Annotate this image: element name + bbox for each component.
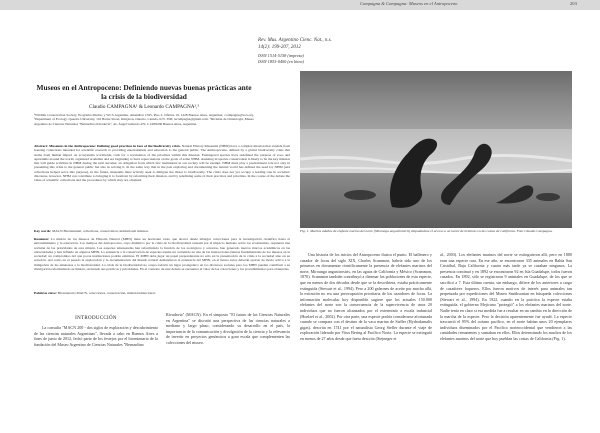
article-title: Museos en el Antropoceno: Definiendo nuevas buenas prácticas ante la crisis de la biodiversidad bbox=[36, 83, 252, 101]
elephant-seals-photo bbox=[300, 71, 572, 228]
body-column-4: al., 2003). Los elefantes marinos del norte se extinguieron allí, pero en 1880 eran una especie rara. En ese año, se encontraron 335 animales en Bahía San Cristóbal, Baja California y cuatro más tarde ya se cazaban ningunos. La presencia continuó y en 1892 se encontraron 92 en Isla Guadalupe, todos fueron cazados. En 1892, sólo se registraron 9 animales en Guadalupe, de los que se sacrificó a 7. Esta última cuenta, sin embargo, difiere de los anteriores a cargo de cazadores foqueros. Ellos fueron motivos de interés para animales tan perpetuada por expediciones del Museo Smithsonian en búsqueda colecciones (Stewart et al., 1994). En 1922, cuando en la práctica la especie estaba extinguida, el gobierno Mejicano "protegió" a los elefantes marinos del norte. Nadie tenía en claro si esa medida fue a resultar en un cambio en la dirección de la marcha de la especie. Pero la decisión aparentemente fue ayudó. La especie trascurrió el 95% del océano pacífico, en el norte habían unos 20 ejemplares individuos diseminados por el Pacífico norteoccidental que vendieron a las cantidades remanentes y sumaban en ellos. Ellos determinado los machos de los elefantes marinos del norte que hoy pueblan las costas de California (Fig. 1). bbox=[440, 252, 572, 341]
journal-issn-online: ISSN 1853-0400 (en línea) bbox=[258, 59, 304, 64]
body-column-3: Una historia de los inicios del Antropoceno ilustra el punto. El ballenero y cazador de focas del siglo XIX, Charles Scammon, habría sido uno de los primeros en documentar científicamente la presencia de elefantes marinos del norte, Mirounga angustirostris, en las aguas de California y México (Scammon, 1870). Scammon también contribuyó a diezmar las poblaciones de esta especie, que en menos de dos décadas desde que se la describiera, estaba prácticamente extinguida (Stewart et al., 1994). Pero a 200 galeones de aceite por mucho allá, la extinción no era una preocupación prioritaria de los cazadores de focas. La información molecular hoy disponible sugiere que los actuales 150.000 elefantes del norte son la consecuencia de la supervivencia de unos 20 individuos que no fueron alcanzados por el exterminio a escala industrial (Hoelzel et al., 2002). Por otra parte, una especie podría considerarse afortunada cuando se compara con el destino de la vaca marina de Steller (Hydrodamalis gigas), descrita en 1741 por el naturalista Georg Steller durante el viaje de exploración liderado por Vitus Bering al Pacífico Norte. La especie se extinguió en menos de 27 años desde que fuera descrita (Stejneger et bbox=[300, 252, 432, 341]
running-title: Campagna & Campagna: Museos en el Antropoceno bbox=[360, 1, 458, 6]
article-affiliation: ¹Wildlife Conservation Society, Programa Marino y WCS Argentina, Amenábar 1595, Piso 2, Oficina 19, 1428 Buenos Aires, Argentina; ccampagna@wcs.org. ²Department of Ecology, Queen's University, 116 Barrie Street, Kingston, Ontario, Canada, K7L 3N6; lecampagna@gmail.com. ³División de Ornitología, Museo Argentino de Ciencias Naturales "Bernardino Rivadavia", Av. Ángel Gallardo 470, C1405DJR Buenos Aires, Argentina. bbox=[34, 113, 254, 126]
keywords-es-text: Bicentenario MACN, colecciones, conservación, misión institucional. bbox=[57, 291, 156, 295]
journal-issn-print: ISSN 1514-5158 (impresa) bbox=[258, 53, 304, 58]
abstract-en bbox=[34, 144, 290, 183]
abstract-en-text: Natural History Museums (NHM) have a complex mission that extends from housing collections intended for scientific research to providing entertainment and education to the general public. The Anthropocene, defined by a global biodiversity crisis that stems from human impact on ecosystems worldwide, calls for a revaluation of the priorities within this mission. Endangered species have redefined the purpose of zoos and aquariums around the world, organized academia and are beginning to have repercussions on the goals of some NHM. Assisting in species conservation is likely to be the key mission that will guide activities in NHM during the next decades; an obligation from which few institutions in our society will be exempt. NHM must play a predominant role not only in presenting this crisis to the general public but also in solving it. In the same way that in the past exploring and documenting the natural world has defined the need for NHM (and collections helped serve this purpose), in the future, museums must actively seek to mitigate the threat to biodiversity. The crisis does not yet occupy a leading role in societies' discourse, however, NHM can contribute to bringing it to forefront by reforming their mission, and by redefining some of their practices and priorities. In the course of the debate the value of scientific collections and the procedures by which they are obtained. bbox=[34, 144, 291, 183]
page-header-band bbox=[0, 0, 600, 10]
body-column-2: Rivadavia" (MACN). En el simposio "El futuro de las Ciencias Naturales en Argentina" se discutió una perspectiva de las ciencias naturales a mediano y largo plazo, considerando su desarrollo en el país, la importancia de la comunicación y divulgación de la ciencia y la relevancia de invertir en proyectos genómicos a gran escala que complementen las colecciones del museo. bbox=[166, 312, 290, 345]
keywords-en-label: Key words: bbox=[34, 229, 52, 233]
keywords-en-text: MACN Bicentennial, collections, conservation, institutional mission. bbox=[52, 229, 149, 233]
article-authors: Claudio CAMPAGNA¹ & Leonardo CAMPAGNA²,³ bbox=[89, 104, 199, 110]
keywords-en bbox=[34, 229, 290, 233]
abstract-en-label: Abstract: Museums in the Anthropocene: Defining good practices in face of the biodiversity crisis. bbox=[34, 144, 181, 148]
journal-name: Rev. Mus. Argentino Cienc. Nat., n.s. bbox=[258, 38, 332, 43]
section-heading-introduccion: INTRODUCCIÓN bbox=[75, 316, 117, 321]
body-column-1: La consulta "MACN 200 - dos siglos de exploración y descubrimiento de las ciencias naturales Argentinas", llevada a cabo en Buenos Aires a fines de junio de 2012, fechó parte de los festejos por el bicentenario de la fundación del Museo Argentino de Ciencias Naturales "Bernardino bbox=[34, 325, 158, 347]
keywords-es bbox=[34, 291, 290, 295]
resumen bbox=[34, 237, 290, 271]
resumen-label: Resumen: bbox=[34, 237, 49, 241]
page-number: 203 bbox=[570, 1, 577, 6]
keywords-es-label: Palabras clave: bbox=[34, 291, 57, 295]
figure-photo bbox=[300, 71, 572, 228]
journal-volume: 14(2): 199-207, 2012 bbox=[258, 45, 301, 50]
figure-caption: Fig. 1. Machos adultos de elefante marino del norte (Mirounga angustirostris) disputándose el acceso a un harén de hembras en las costas de California. Foto Claudio Campagna. bbox=[300, 229, 553, 233]
resumen-text: La misión de los museos de Historia Natural (MHN) tiene un horizonte vasto que abarca desde albergar colecciones para la investigación científica hasta el entretenimiento y la educación. Los tiempos del Antropoceno, cuyo distintivo por la crisis de la biodiversidad causada por el impacto humano sobre los ecosistemas, requieren una revisión de las prioridades de esta misión. Las especies amenazadas han reformulado la función de los zoológicos y acuarios, han generado nuevos marcos académicos en las universidades y han influido en algunos MHN. La asistencia a la conservación de especies asume un contenido en una de las interacciones futuras fundamentales de los museos en la sociedad; un compromiso del que pocas instituciones podrán eximirse. El MHN debe jugar un papel preponderante no sólo en la presentación de la crisis a la sociedad sino en su solución. Así como en el pasado la exploración y la documentación del mundo natural demandaron la existencia del MHN, en el futuro éstos deberán aportar de modo activo a la mitigación de las amenazas a la biodiversidad. La crisis de la biodiversidad no ocupa todavía un lugar protagónico en los discursos sociales pero los MHN pueden contribuir a su divulgación reformulando su misión, revisando sus prácticas y prioridades. En el contexto de este debate se encuentra el valor de las colecciones y los procedimientos para obtenerlas. bbox=[34, 237, 291, 272]
